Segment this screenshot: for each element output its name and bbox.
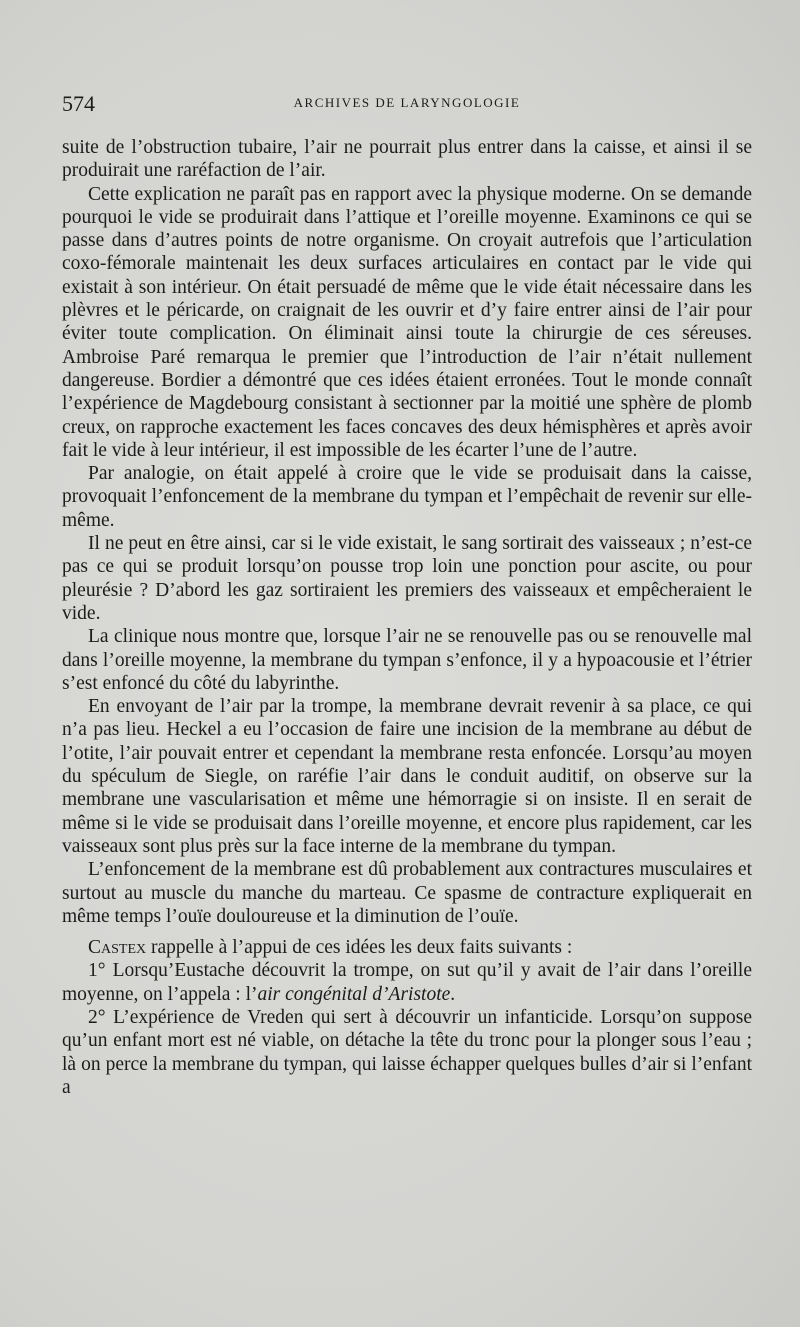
castex-text: rappelle à l’appui de ces idées les deux faits suivants : bbox=[146, 937, 573, 959]
fact-1-text: 1° Lorsqu’Eustache découvrit la trompe, on sut qu’il y avait de l’air dans l’oreille moyenne, on l’appela : l’ bbox=[62, 960, 752, 1005]
author-name: Castex bbox=[88, 937, 147, 959]
fact-2-paragraph: 2° L’expérience de Vreden qui sert à découvrir un infanticide. Lorsqu’on suppose qu’un enfant mort est né viable, on détache la tête du tronc pour la plonger sous l’eau ; là on perce la membrane du tympan, qui laisse échapper quelques bulles d’air si l’enfant a bbox=[62, 1006, 752, 1098]
paragraph: La clinique nous montre que, lorsque l’air ne se renouvelle pas ou se renouvelle mal dans l’oreille moyenne, la membrane du tympan s’enfonce, il y a hypoacousie et l’étrier s’est enfoncé du côté du labyrinthe. bbox=[62, 626, 752, 694]
fact-1-end: . bbox=[450, 983, 456, 1005]
page-header bbox=[62, 91, 752, 119]
paragraph: L’enfoncement de la membrane est dû probablement aux contractures musculaires et surtout au muscle du manche du marteau. Ce spasme de contracture expliquerait en même temps l’ouïe douloureuse et la diminution de l’ouïe. bbox=[62, 859, 752, 927]
paragraph: suite de l’obstruction tubaire, l’air ne pourrait plus entrer dans la caisse, et ainsi il se produirait une raréfaction de l’air. bbox=[62, 137, 752, 182]
page-number: 574 bbox=[62, 91, 95, 116]
paragraph: Par analogie, on était appelé à croire que le vide se produisait dans la caisse, provoquait l’enfoncement de la membrane du tympan et l’empêchait de revenir sur elle-même. bbox=[62, 463, 752, 531]
fact-1-emphasis: air congénital d’Aristote bbox=[257, 983, 451, 1005]
paragraph: Cette explication ne paraît pas en rapport avec la physique moderne. On se demande pourquoi le vide se produirait dans l’attique et l’oreille moyenne. Examinons ce qui se passe dans d’autres points de notre organisme. On croyait autrefois que l’articulation coxo-fémorale maintenait les deux surfaces articulaires en contact par le vide qui existait à son intérieur. On était persuadé de même que le vide était nécessaire dans les plèvres et le péricarde, on craignait de les ouvrir et d’y faire entrer ainsi de l’air pour éviter toute complication. On éliminait ainsi toute la chirurgie de ces séreuses. Ambroise Paré remarqua le premier que l’introduction de l’air n’était nullement dangereuse. Bordier a démontré que ces idées étaient erronées. Tout le monde connaît l’expérience de Magdebourg consistant à sectionner par la moitié une sphère de plomb creux, on rapproche exactement les faces concaves des deux hémisphères et après avoir fait le vide à leur intérieur, il est impossible de les écarter l’une de l’autre. bbox=[62, 183, 752, 461]
paragraph: En envoyant de l’air par la trompe, la membrane devrait revenir à sa place, ce qui n’a pas lieu. Heckel a eu l’occasion de faire une incision de la membrane au début de l’otite, l’air pouvait entrer et cependant la membrane resta enfoncée. Lorsqu’au moyen du spéculum de Siegle, on raréfie l’air dans le conduit auditif, on observe sur la membrane une vascularisation et même une hémorragie si on insiste. Il en serait de même si le vide se produisait dans l’oreille moyenne, et encore plus rapidement, car les vaisseaux sont plus près sur la face interne de la membrane du tympan. bbox=[62, 696, 752, 857]
fact-1-paragraph bbox=[62, 959, 752, 1006]
running-title: ARCHIVES DE LARYNGOLOGIE bbox=[293, 95, 521, 110]
castex-paragraph bbox=[62, 936, 752, 959]
paragraph: Il ne peut en être ainsi, car si le vide existait, le sang sortirait des vaisseaux ; n’est-ce pas ce qui se produit lorsqu’on pousse trop loin une ponction pour ascite, ou pour pleurésie ? D’abord les gaz sortiraient les premiers des vaisseaux et empêcheraient le vide. bbox=[62, 533, 752, 624]
body-text bbox=[62, 136, 752, 1099]
